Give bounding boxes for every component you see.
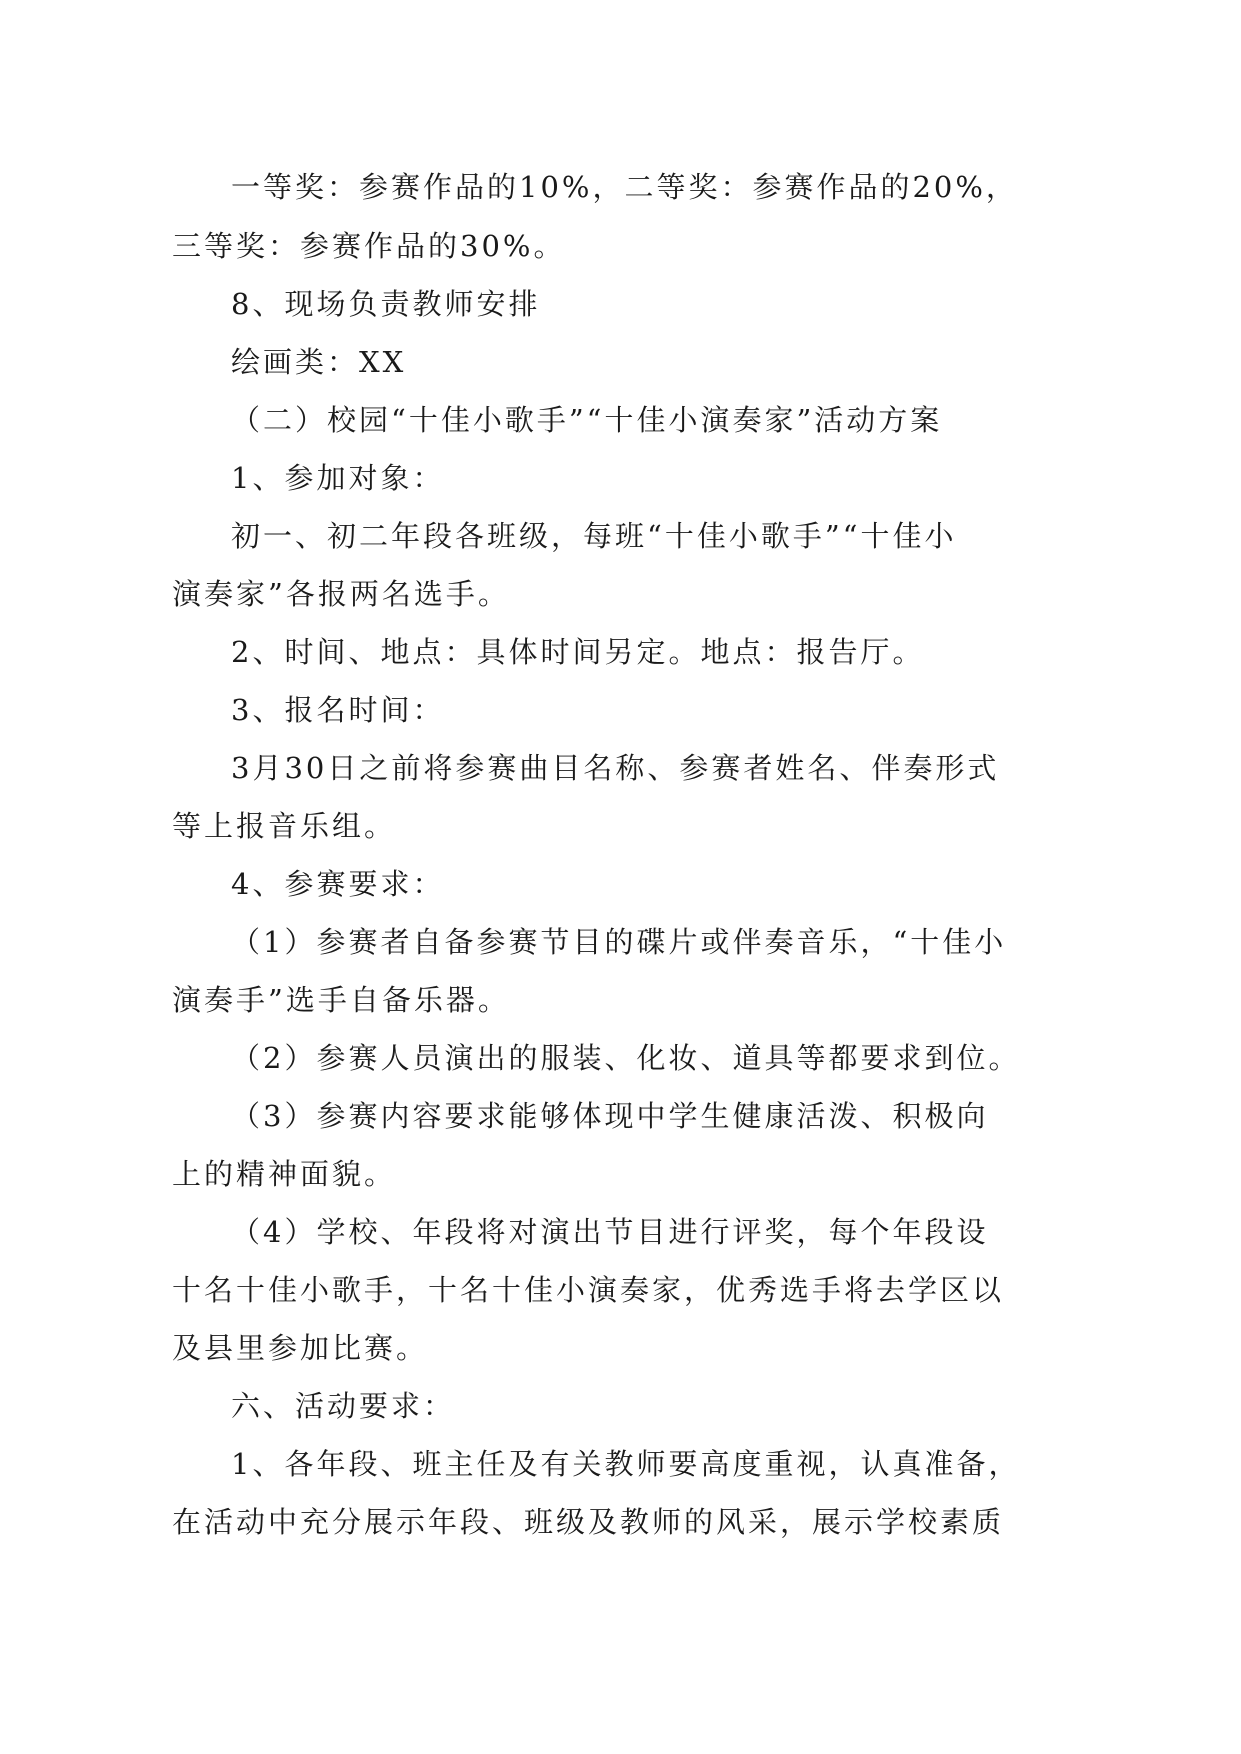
text-line: （2）参赛人员演出的服装、化妆、道具等都要求到位。 bbox=[231, 1041, 1021, 1075]
text-line: （3）参赛内容要求能够体现中学生健康活泼、积极向 bbox=[231, 1099, 989, 1133]
text-line: 初一、初二年段各班级，每班“十佳小歌手”“十佳小 bbox=[231, 519, 957, 553]
text-line: 绘画类：XX bbox=[231, 345, 407, 379]
text-line: 演奏手”选手自备乐器。 bbox=[172, 983, 510, 1017]
text-line: 3月30日之前将参赛曲目名称、参赛者姓名、伴奏形式 bbox=[231, 751, 1000, 785]
text-line: 4、参赛要求： bbox=[231, 867, 445, 901]
text-line: 2、时间、地点：具体时间另定。地点：报告厅。 bbox=[231, 635, 925, 669]
text-line: 及县里参加比赛。 bbox=[172, 1331, 429, 1365]
text-line: 8、现场负责教师安排 bbox=[231, 287, 541, 321]
text-line: 十名十佳小歌手，十名十佳小演奏家，优秀选手将去学区以 bbox=[172, 1273, 1005, 1307]
text-line: 1、各年段、班主任及有关教师要高度重视，认真准备， bbox=[231, 1447, 1021, 1481]
text-line: 六、活动要求： bbox=[231, 1389, 456, 1423]
text-line: 一等奖：参赛作品的10%，二等奖：参赛作品的20%， bbox=[231, 170, 1018, 204]
text-line: （4）学校、年段将对演出节目进行评奖，每个年段设 bbox=[231, 1215, 989, 1249]
text-line: （二）校园“十佳小歌手”“十佳小演奏家”活动方案 bbox=[231, 403, 943, 437]
text-line: 3、报名时间： bbox=[231, 693, 445, 727]
text-line: 上的精神面貌。 bbox=[172, 1157, 397, 1191]
text-line: 三等奖：参赛作品的30%。 bbox=[172, 229, 566, 263]
text-line: 在活动中充分展示年段、班级及教师的风采，展示学校素质 bbox=[172, 1505, 1005, 1539]
text-line: 等上报音乐组。 bbox=[172, 809, 397, 843]
text-line: 演奏家”各报两名选手。 bbox=[172, 577, 510, 611]
text-line: （1）参赛者自备参赛节目的碟片或伴奏音乐，“十佳小 bbox=[231, 925, 1007, 959]
text-line: 1、参加对象： bbox=[231, 461, 445, 495]
